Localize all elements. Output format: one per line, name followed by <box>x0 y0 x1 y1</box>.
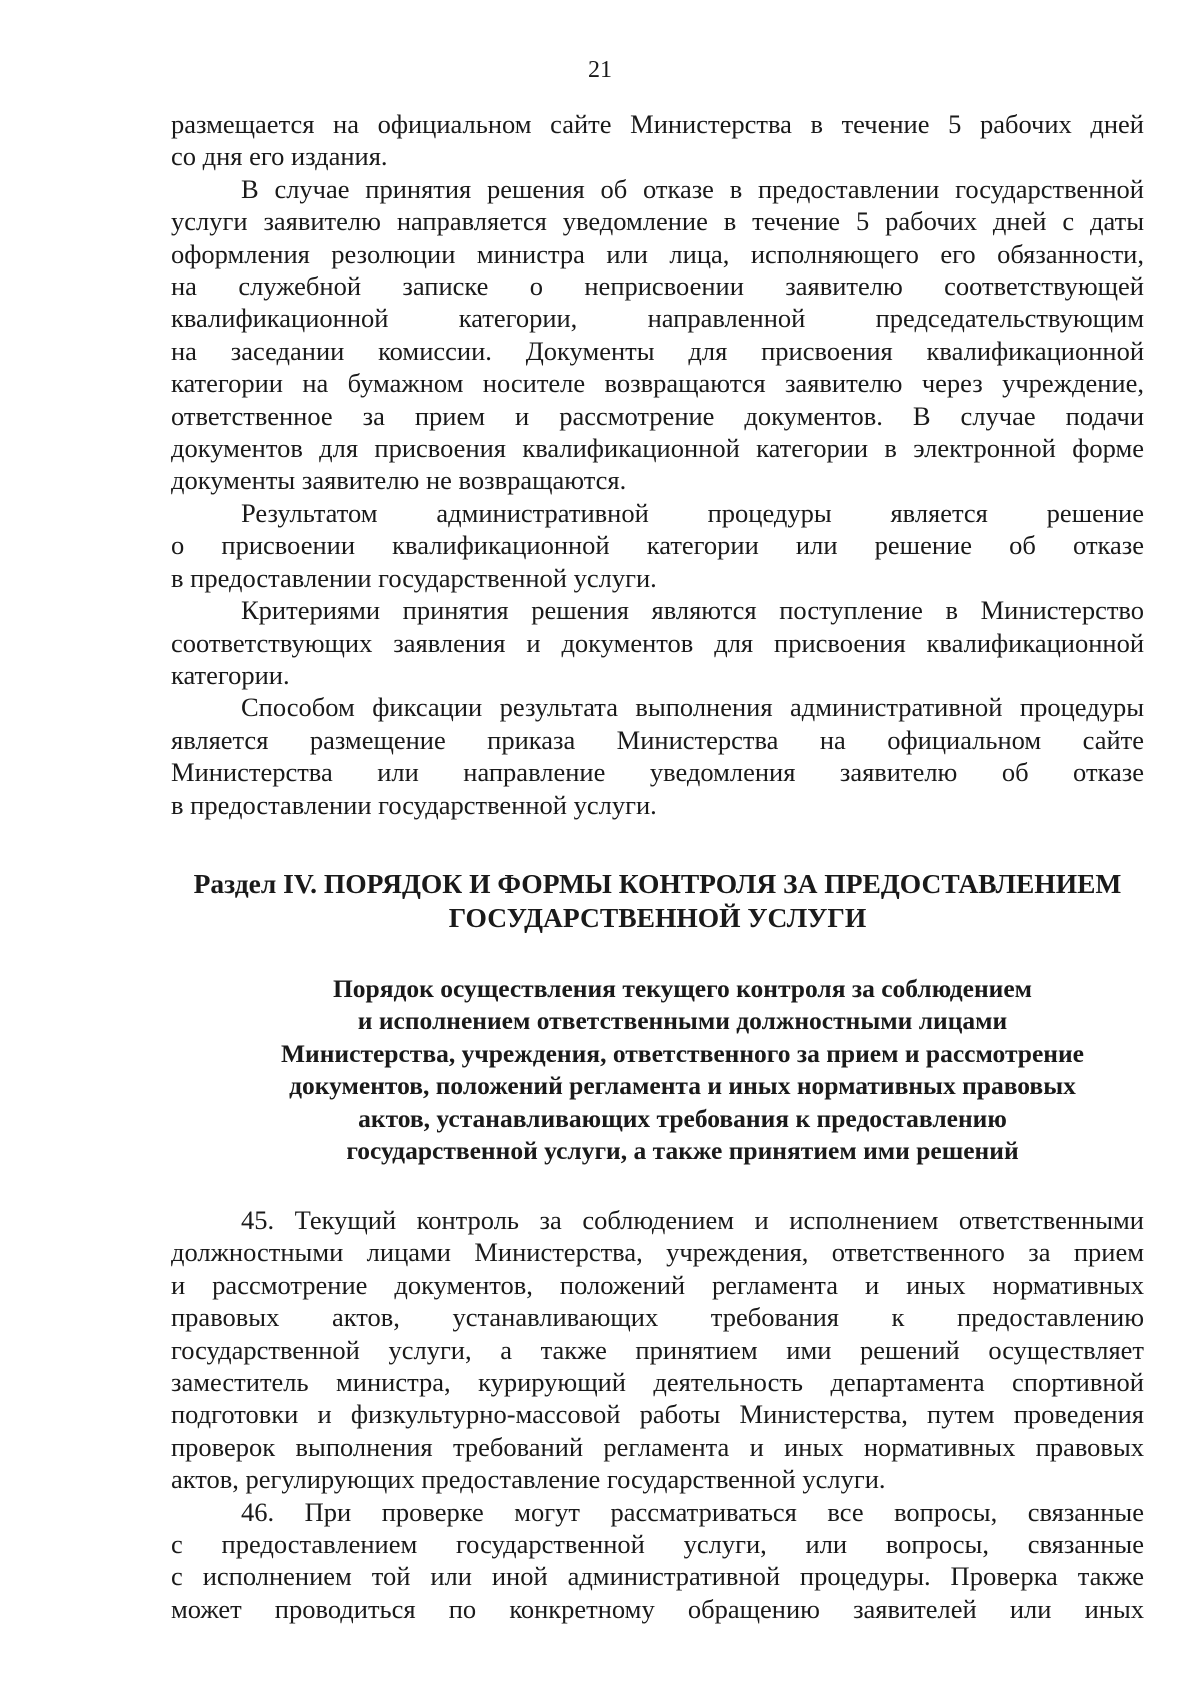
text-line: Результатом административной процедуры является решение <box>241 497 1144 528</box>
text-line: Критериями принятия решения являются поступление в Министерство <box>241 595 1144 626</box>
text-line: ответственное за прием и рассмотрение документов. В случае подачи <box>171 400 1144 431</box>
subheading-line: и исполнением ответственными должностными лицами <box>357 1006 1008 1036</box>
text-line: должностными лицами Министерства, учреждения, ответственного за прием <box>171 1237 1144 1268</box>
section-heading-line-2: ГОСУДАРСТВЕННОЙ УСЛУГИ <box>448 901 867 933</box>
section-heading-line-1: Раздел IV. ПОРЯДОК И ФОРМЫ КОНТРОЛЯ ЗА ПРЕДОСТАВЛЕНИЕМ <box>193 867 1122 899</box>
text-line: со дня его издания. <box>171 141 388 172</box>
text-line: на служебной записке о неприсвоении заявителю соответствующей <box>171 271 1144 302</box>
text-line: заместитель министра, курирующий деятельность департамента спортивной <box>171 1366 1144 1397</box>
text-line: на заседании комиссии. Документы для присвоения квалификационной <box>171 335 1144 366</box>
text-line: Способом фиксации результата выполнения административной процедуры <box>241 692 1144 723</box>
paragraph <box>171 1204 1144 1496</box>
paragraph <box>171 108 1144 173</box>
top-paragraphs <box>171 108 1144 821</box>
text-line: 45. Текущий контроль за соблюдением и исполнением ответственными <box>241 1204 1144 1235</box>
subheading-line: Порядок осуществления текущего контроля за соблюдением <box>332 973 1033 1003</box>
text-line: квалификационной категории, направленной председательствующим <box>171 303 1144 334</box>
text-line: соответствующих заявления и документов для присвоения квалификационной <box>171 627 1144 658</box>
text-line: размещается на официальном сайте Министерства в течение 5 рабочих дней <box>171 109 1144 139</box>
subheading-line: Министерства, учреждения, ответственного за прием и рассмотрение <box>280 1038 1084 1068</box>
text-line: актов, регулирующих предоставление государственной услуги. <box>171 1464 886 1495</box>
section-heading <box>171 867 1144 935</box>
subsection-heading <box>171 973 1144 1168</box>
text-line: Министерства или направление уведомления заявителю об отказе <box>171 757 1144 788</box>
text-line: оформления резолюции министра или лица, исполняющего его обязанности, <box>171 238 1144 269</box>
text-line: правовых актов, устанавливающих требования к предоставлению <box>171 1302 1144 1333</box>
text-line: категории на бумажном носителе возвращаются заявителю через учреждение, <box>171 368 1144 399</box>
text-line: категории. <box>171 659 290 690</box>
text-line: с исполнением той или иной административной процедуры. Проверка также <box>171 1561 1144 1592</box>
bottom-paragraphs <box>171 1204 1144 1625</box>
paragraph <box>171 594 1144 691</box>
text-line: с предоставлением государственной услуги, или вопросы, связанные <box>171 1529 1144 1559</box>
text-line: является размещение приказа Министерства на официальном сайте <box>171 724 1144 755</box>
text-line: и рассмотрение документов, положений регламента и иных нормативных <box>171 1269 1144 1300</box>
text-line: проверок выполнения требований регламента и иных нормативных правовых <box>171 1431 1144 1462</box>
text-line: государственной услуги, а также принятием ими решений осуществляет <box>171 1334 1144 1365</box>
text-line: подготовки и физкультурно-массовой работы Министерства, путем проведения <box>171 1399 1144 1430</box>
text-line: документы заявителю не возвращаются. <box>171 465 627 496</box>
subheading-line: государственной услуги, а также принятием ими решений <box>346 1136 1019 1166</box>
paragraph <box>171 691 1144 821</box>
page-number: 21 <box>588 57 612 83</box>
subheading-line: актов, устанавливающих требования к предоставлению <box>358 1103 1007 1133</box>
text-line: 46. При проверке могут рассматриваться все вопросы, связанные <box>241 1496 1144 1527</box>
text-line: услуги заявителю направляется уведомление в течение 5 рабочих дней с даты <box>171 206 1144 237</box>
paragraph <box>171 497 1144 594</box>
paragraph <box>171 173 1144 497</box>
text-line: в предоставлении государственной услуги. <box>171 562 657 593</box>
document-body <box>171 108 1144 1625</box>
text-line: в предоставлении государственной услуги. <box>171 789 657 820</box>
text-line: может проводиться по конкретному обращению заявителей или иных <box>171 1593 1144 1624</box>
paragraph <box>171 1496 1144 1626</box>
subheading-line: документов, положений регламента и иных нормативных правовых <box>289 1071 1076 1101</box>
text-line: о присвоении квалификационной категории или решение об отказе <box>171 530 1144 561</box>
text-line: документов для присвоения квалификационной категории в электронной форме <box>171 433 1144 464</box>
text-line: В случае принятия решения об отказе в предоставлении государственной <box>241 173 1144 204</box>
